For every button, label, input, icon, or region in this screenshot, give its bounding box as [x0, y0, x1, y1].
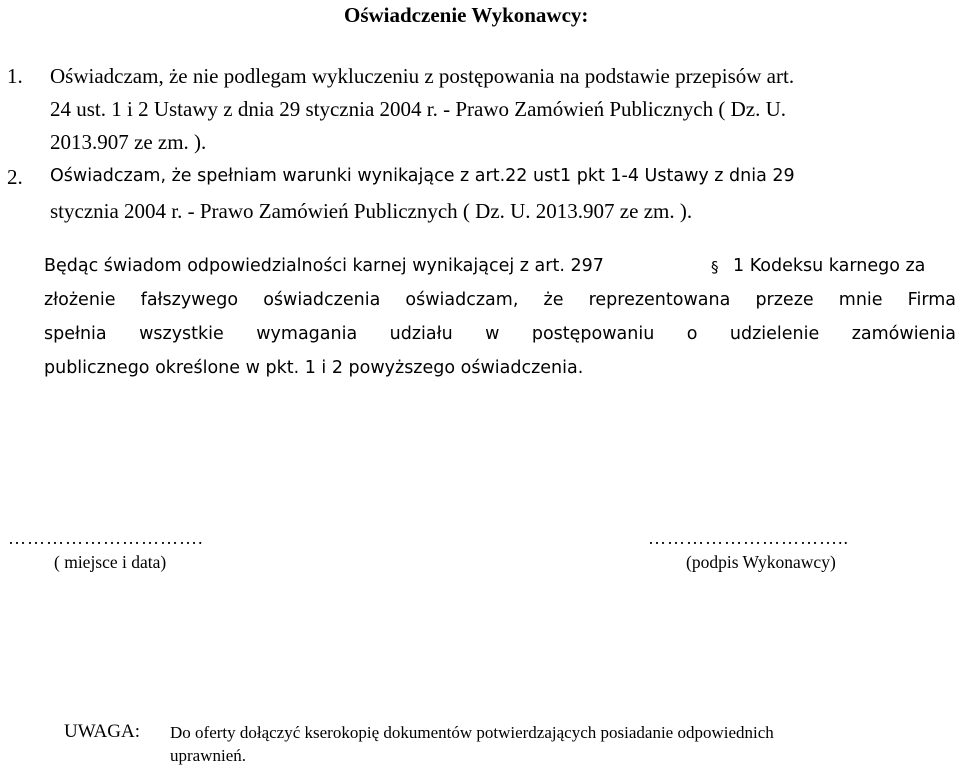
- statement-line-3: spełnia wszystkie wymagania udziału w postępowaniu o udzielenie zamówienia: [44, 324, 956, 344]
- item-2-line-1: Oświadczam, że spełniam warunki wynikające z art.22 ust1 pkt 1-4 Ustawy z dnia 29: [50, 166, 795, 186]
- signature-caption: (podpis Wykonawcy): [686, 552, 836, 572]
- note-line-1: Do oferty dołączyć kserokopię dokumentów potwierdzających posiadanie odpowiednich: [170, 723, 774, 742]
- statement-line-4: publicznego określone w pkt. 1 i 2 powyższego oświadczenia.: [44, 358, 584, 378]
- item-1-line-1: Oświadczam, że nie podlegam wykluczeniu z postępowania na podstawie przepisów art.: [50, 64, 795, 88]
- statement-line-2: złożenie fałszywego oświadczenia oświadczam, że reprezentowana przeze mnie Firma: [44, 290, 956, 310]
- section-sign-icon: [710, 262, 724, 276]
- place-date-dotted-line: ………………………….: [8, 528, 204, 548]
- item-1-line-3: 2013.907 ze zm. ).: [50, 130, 207, 154]
- statement-line-1-start: Będąc świadom odpowiedzialności karnej wynikającej z art. 297: [44, 256, 604, 276]
- note-label: UWAGA:: [64, 721, 140, 742]
- signature-dotted-line: …………………………..: [648, 528, 849, 548]
- item-2-number: 2.: [7, 165, 23, 189]
- note-line-2: uprawnień.: [170, 746, 247, 765]
- place-date-caption: ( miejsce i data): [54, 552, 167, 572]
- statement-line-1-end: 1 Kodeksu karnego za: [733, 256, 926, 276]
- document-title: Oświadczenie Wykonawcy:: [344, 3, 589, 27]
- item-1-number: 1.: [7, 64, 23, 88]
- item-2-line-2: stycznia 2004 r. - Prawo Zamówień Publicznych ( Dz. U. 2013.907 ze zm. ).: [50, 199, 693, 223]
- item-1-line-2: 24 ust. 1 i 2 Ustawy z dnia 29 stycznia 2004 r. - Prawo Zamówień Publicznych ( Dz. U.: [50, 97, 787, 121]
